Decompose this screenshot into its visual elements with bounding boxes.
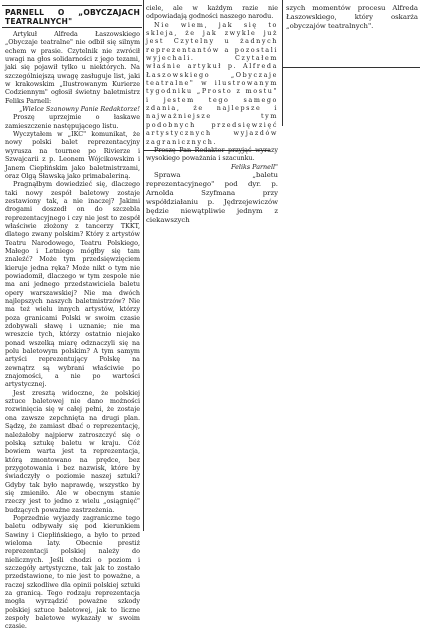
column-3 [286, 4, 418, 64]
paragraph: Poprzednie wyjazdy zagraniczne tego baletu odbywały się pod kierunkiem Sawiny i Ciepłińskiego, a było to przed wieloma laty. Obecnie prestiż reprezentacji polskiej należy do nielicznych. Jeśli chodzi o poziom i szczegóły artystyczne, tak jak to zostało przedstawione, to nie jest to poważne, a raczej szkodliwe dla opinii polskiej sztuki za granicą. Tego rodzaju reprezentacja mogła wyrządzić poważne szkody polskiej sztuce baletowej, jak to liczne zespoły baletowe wykazały w swoim czasie. [5, 513, 140, 631]
paragraph: Pragnąłbym dowiedzieć się, dlaczego taki nowy zespół baletowy zostaje zestawiony tak, a nie inaczej? Jakimi drogami doszedł on do szczebla reprezentacyjnego i czy nie jest to zespół właściwie złożony z tancerzy TKKT, dlatego zwany polskim? Który z artystów Teatru Narodowego, Teatru Polskiego, Małego i Letniego mógłby się tam znaleźć? Może tym przedsięwzięciem kieruje jedna ręka? Może nikt o tym nie powiadomił, dlaczego w tym zespole nie ma ani jednego przedstawiciela baletu opery warszawskiej? Nie ma dwóch najlepszych naszych baletmistrzów? Nie ma też wielu innych artystów, którzy poza granicami Polski w swoim czasie zdobywali sławę i uznanie; nie ma wreszcie tych, którzy ostatnio niejako ponad wszelką miarę odznaczyli się na polu baletowym polskim? A tym samym artyści reprezentujący Polskę na zewnątrz są wybrani właściwie po znajomości, a nie po wartości artystycznej. [5, 180, 140, 389]
paragraph: szych momentów procesu Alfreda Łaszowskiego, który oskarża „obyczajów teatralnych". [286, 4, 418, 30]
paragraph: Proszę uprzejmie o łaskawe zamieszczenie następującego listu. [5, 113, 140, 130]
top-rule [2, 5, 142, 6]
paragraph: ciele, ale w każdym razie nie odpowiadają godności naszego narodu. [146, 4, 278, 21]
paragraph: Proszę Pan Redaktor przyjąć wyrazy wysokiego poważania i szacunku. [146, 145, 278, 163]
paragraph: Sprawa „baletu reprezentacyjnego" pod dyr. p. Arnolda Szyfmana przy współdziałaniu p. Jędrzejewiczów będzie niewątpliwie jednym z ciekawszych [146, 170, 278, 224]
paragraph: Jest zresztą widoczne, że polskiej sztuce baletowej nie dano możności rozwinięcia się w całej pełni, że zostaje ona zawsze zepchnięta na drugi plan. Sądzę, że zamiast dbać o reprezentację, należałoby najpierw zatroszczyć się o polską sztukę baletu w kraju. Cóż bowiem warta jest ta reprezentacja, którą zmontowano na prędce, bez przygotowania i bez nazwisk, które by świadczyły o poziomie naszej sztuki? Gdyby tak było naprawdę, wszystko by się zmieniło. Ale w obecnym stanie rzeczy jest to jedno z wielu „osiągnięć" budzących poważne zastrzeżenia. [5, 388, 140, 514]
column-divider-2 [282, 0, 283, 126]
letter-signature: Feliks Parnell" [231, 162, 278, 171]
paragraph: Wyczytałem w „IKC" komunikat, że nowy polski balet reprezentacyjny wyrusza na tournee po Rivierze i Szwajcarii z p. Leonem Wójcikowskim i Janem Ciepłińskim jako baletmistrzami, oraz Olgą Sławską jako primabaleriną. [5, 130, 140, 180]
paragraph: Nie wiem, jak się to skleja, że jak zwykle już jest Czytelny u żadnych reprezentantów a pozostali wyjechali. Czytałem właśnie artykuł p. Alfreda Łaszowskiego „Obyczaje teatralne" w ilustrowanym tygodniku „Prosto z mostu" i jestem tego samego zdania, że najlepsze i najważniejsze tym podobnych przedsięwzięć artystycznych wyjazdów zagranicznych. [146, 20, 278, 146]
col3-bottom-rule [282, 67, 420, 68]
paragraph: Artykuł Alfreda Łaszowskiego „Obyczaje teatralne" nie odbił się silnym echem w prasie. Czytelnik nie zwrócił uwagi na głos solidarności z jego tezami, jaki się pojawił tylko u niektórych. Na szczególniejszą uwagę zasługuje list, jaki w krakowskim „Ilustrowanym Kurierze Codziennym" ogłosił świetny baletmistrz Feliks Parnell: [5, 30, 140, 105]
column-divider-1 [143, 0, 144, 531]
column-1 [5, 8, 140, 631]
letter-salutation: „Wielce Szanowny Panie Redaktorze! [19, 105, 140, 114]
column-2 [146, 4, 278, 254]
headline: PARNELL O „OBYCZAJACH TEATRALNYCH" [5, 8, 140, 26]
